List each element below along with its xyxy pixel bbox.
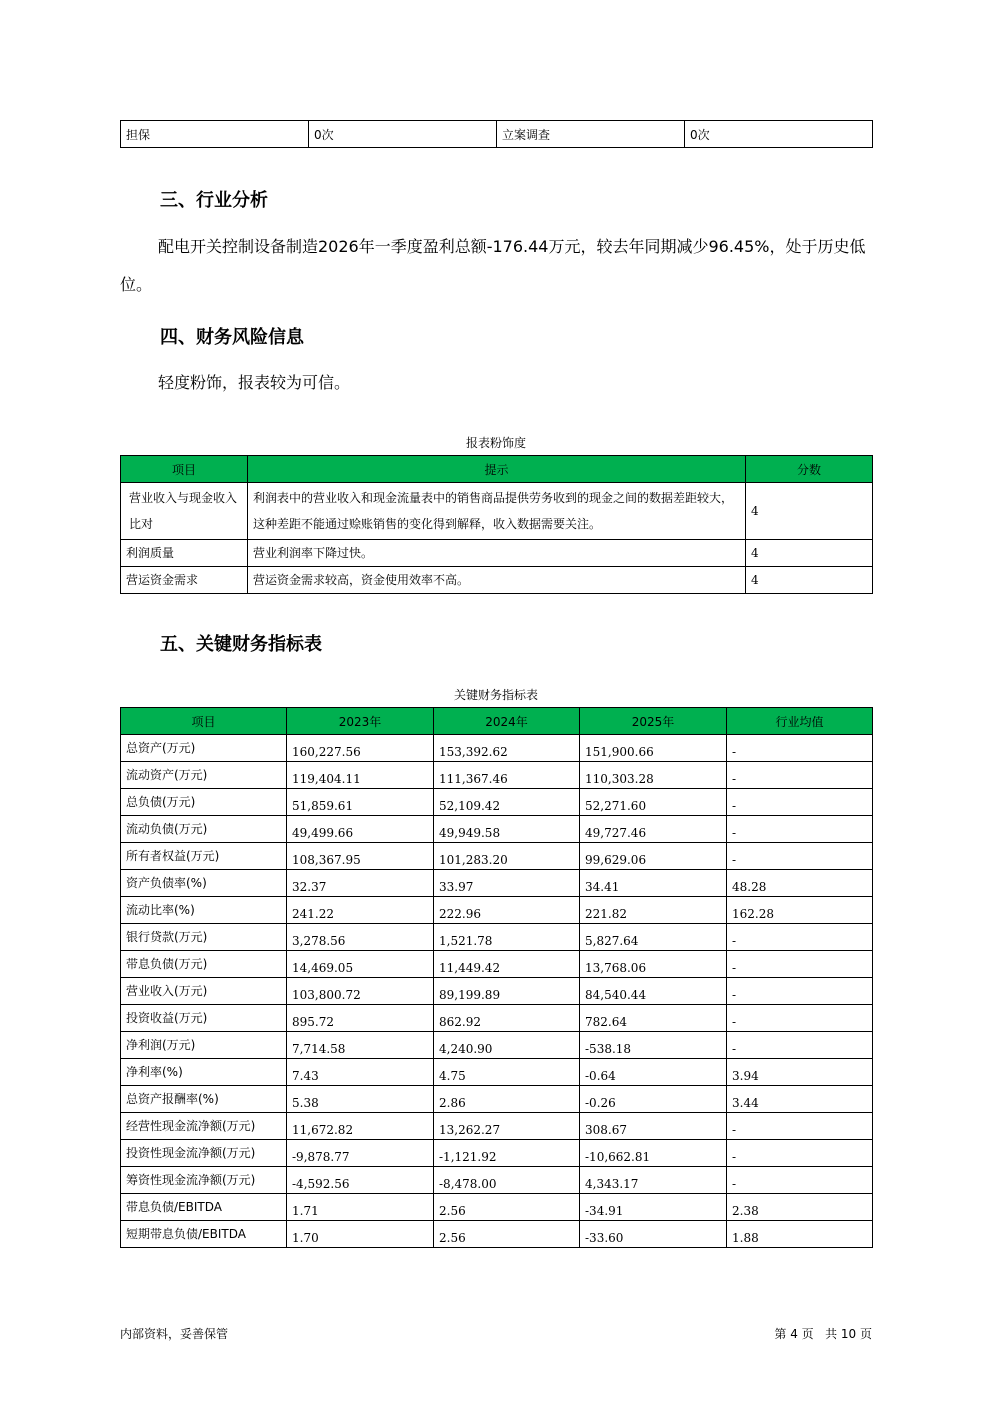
kpi-value: 1.70 xyxy=(287,1221,434,1248)
kpi-value: -4,592.56 xyxy=(287,1167,434,1194)
kpi-value: 2.38 xyxy=(727,1194,873,1221)
kpi-value: 101,283.20 xyxy=(434,843,580,870)
kpi-value: 221.82 xyxy=(580,897,727,924)
kpi-value: - xyxy=(727,1113,873,1140)
kpi-label: 资产负债率(%) xyxy=(121,870,287,897)
kpi-value: - xyxy=(727,735,873,762)
kpi-value: 84,540.44 xyxy=(580,978,727,1005)
kpi-value: - xyxy=(727,951,873,978)
kpi-value: 162.28 xyxy=(727,897,873,924)
kpi-value: 5.38 xyxy=(287,1086,434,1113)
kpi-label: 筹资性现金流净额(万元) xyxy=(121,1167,287,1194)
table-row xyxy=(121,121,873,148)
table-row xyxy=(121,1140,873,1167)
kpi-value: 14,469.05 xyxy=(287,951,434,978)
kpi-value: 111,367.46 xyxy=(434,762,580,789)
kpi-value: 33.97 xyxy=(434,870,580,897)
kpi-value: 2.86 xyxy=(434,1086,580,1113)
kpi-label: 带息负债/EBITDA xyxy=(121,1194,287,1221)
table-row xyxy=(121,843,873,870)
kpi-label: 短期带息负债/EBITDA xyxy=(121,1221,287,1248)
kpi-value: - xyxy=(727,1140,873,1167)
kpi-value: 103,800.72 xyxy=(287,978,434,1005)
kpi-value: 13,262.27 xyxy=(434,1113,580,1140)
kpi-value: 2.56 xyxy=(434,1194,580,1221)
kpi-label: 流动资产(万元) xyxy=(121,762,287,789)
kpi-label: 总负债(万元) xyxy=(121,789,287,816)
kpi-value: - xyxy=(727,762,873,789)
kpi-value: 52,271.60 xyxy=(580,789,727,816)
column-header: 2023年 xyxy=(287,708,434,735)
kpi-value: 51,859.61 xyxy=(287,789,434,816)
kpi-value: -8,478.00 xyxy=(434,1167,580,1194)
table-cell: 立案调查 xyxy=(497,121,685,148)
table-row xyxy=(121,762,873,789)
kpi-value: 108,367.95 xyxy=(287,843,434,870)
footer-confidential: 内部资料，妥善保管 xyxy=(120,1327,229,1341)
kpi-value: 241.22 xyxy=(287,897,434,924)
kpi-value: 48.28 xyxy=(727,870,873,897)
table-row xyxy=(121,789,873,816)
kpi-value: 4.75 xyxy=(434,1059,580,1086)
kpi-value: - xyxy=(727,816,873,843)
risk-item: 利润质量 xyxy=(121,540,248,567)
table-header-row xyxy=(121,456,873,483)
kpi-label: 营业收入(万元) xyxy=(121,978,287,1005)
kpi-label: 总资产(万元) xyxy=(121,735,287,762)
kpi-value: 782.64 xyxy=(580,1005,727,1032)
table-row xyxy=(121,540,873,567)
table-row xyxy=(121,951,873,978)
kpi-value: 1.88 xyxy=(727,1221,873,1248)
section-heading-industry: 三、行业分析 xyxy=(160,190,268,211)
kpi-value: 1,521.78 xyxy=(434,924,580,951)
table-cell: 0次 xyxy=(309,121,497,148)
kpi-value: 4,343.17 xyxy=(580,1167,727,1194)
column-header: 2024年 xyxy=(434,708,580,735)
kpi-value: -0.26 xyxy=(580,1086,727,1113)
kpi-value: 13,768.06 xyxy=(580,951,727,978)
kpi-label: 净利润(万元) xyxy=(121,1032,287,1059)
table-cell: 担保 xyxy=(121,121,309,148)
kpi-value: 11,449.42 xyxy=(434,951,580,978)
table-row xyxy=(121,1005,873,1032)
kpi-value: 49,727.46 xyxy=(580,816,727,843)
risk-paragraph: 轻度粉饰，报表较为可信。 xyxy=(158,373,351,392)
risk-hint: 营运资金需求较高，资金使用效率不高。 xyxy=(248,567,746,594)
kpi-label: 所有者权益(万元) xyxy=(121,843,287,870)
kpi-value: 1.71 xyxy=(287,1194,434,1221)
kpi-value: 119,404.11 xyxy=(287,762,434,789)
table-row xyxy=(121,870,873,897)
table-row xyxy=(121,1221,873,1248)
table-row xyxy=(121,1032,873,1059)
kpi-value: 89,199.89 xyxy=(434,978,580,1005)
kpi-value: - xyxy=(727,924,873,951)
kpi-value: 3.94 xyxy=(727,1059,873,1086)
section-heading-kpi: 五、关键财务指标表 xyxy=(160,634,322,655)
kpi-value: 222.96 xyxy=(434,897,580,924)
kpi-value: - xyxy=(727,1167,873,1194)
table-row xyxy=(121,1113,873,1140)
kpi-value: - xyxy=(727,1005,873,1032)
kpi-value: -34.91 xyxy=(580,1194,727,1221)
kpi-value: 110,303.28 xyxy=(580,762,727,789)
kpi-value: 4,240.90 xyxy=(434,1032,580,1059)
table-row xyxy=(121,924,873,951)
table-row xyxy=(121,735,873,762)
risk-item: 营运资金需求 xyxy=(121,567,248,594)
table-row xyxy=(121,567,873,594)
kpi-value: 7.43 xyxy=(287,1059,434,1086)
kpi-value: - xyxy=(727,1032,873,1059)
kpi-value: 7,714.58 xyxy=(287,1032,434,1059)
kpi-value: 34.41 xyxy=(580,870,727,897)
kpi-value: 5,827.64 xyxy=(580,924,727,951)
table-row xyxy=(121,816,873,843)
kpi-value: 308.67 xyxy=(580,1113,727,1140)
table-row xyxy=(121,1059,873,1086)
column-header: 项目 xyxy=(121,708,287,735)
kpi-value: 49,499.66 xyxy=(287,816,434,843)
kpi-value: 32.37 xyxy=(287,870,434,897)
table-cell: 0次 xyxy=(685,121,873,148)
kpi-value: 49,949.58 xyxy=(434,816,580,843)
table-row xyxy=(121,1086,873,1113)
kpi-label: 流动负债(万元) xyxy=(121,816,287,843)
table-row xyxy=(121,1167,873,1194)
table-row xyxy=(121,1194,873,1221)
kpi-value: 2.56 xyxy=(434,1221,580,1248)
kpi-value: -10,662.81 xyxy=(580,1140,727,1167)
kpi-value: 862.92 xyxy=(434,1005,580,1032)
column-header: 项目 xyxy=(121,456,248,483)
kpi-value: 895.72 xyxy=(287,1005,434,1032)
kpi-value: - xyxy=(727,843,873,870)
kpi-value: - xyxy=(727,789,873,816)
kpi-label: 流动比率(%) xyxy=(121,897,287,924)
column-header: 2025年 xyxy=(580,708,727,735)
kpi-value: -0.64 xyxy=(580,1059,727,1086)
risk-table-caption: 报表粉饰度 xyxy=(465,436,526,450)
kpi-table-caption: 关键财务指标表 xyxy=(453,688,538,702)
kpi-label: 银行贷款(万元) xyxy=(121,924,287,951)
kpi-value: -538.18 xyxy=(580,1032,727,1059)
table-header-row xyxy=(121,708,873,735)
kpi-label: 投资性现金流净额(万元) xyxy=(121,1140,287,1167)
kpi-value: - xyxy=(727,978,873,1005)
kpi-value: 3.44 xyxy=(727,1086,873,1113)
kpi-label: 经营性现金流净额(万元) xyxy=(121,1113,287,1140)
kpi-value: 153,392.62 xyxy=(434,735,580,762)
kpi-label: 投资收益(万元) xyxy=(121,1005,287,1032)
kpi-value: 3,278.56 xyxy=(287,924,434,951)
risk-score: 4 xyxy=(746,540,873,567)
risk-hint: 利润表中的营业收入和现金流量表中的销售商品提供劳务收到的现金之间的数据差距较大，这种差距不能通过赊账销售的变化得到解释，收入数据需要关注。 xyxy=(248,483,746,540)
kpi-label: 总资产报酬率(%) xyxy=(121,1086,287,1113)
table-row xyxy=(121,978,873,1005)
column-header: 分数 xyxy=(746,456,873,483)
kpi-value: -1,121.92 xyxy=(434,1140,580,1167)
column-header: 提示 xyxy=(248,456,746,483)
kpi-label: 净利率(%) xyxy=(121,1059,287,1086)
risk-item: 营业收入与现金收入比对 xyxy=(121,483,248,540)
kpi-table-body xyxy=(121,735,873,1248)
section-heading-risk: 四、财务风险信息 xyxy=(160,327,304,348)
kpi-value: 160,227.56 xyxy=(287,735,434,762)
risk-hint: 营业利润率下降过快。 xyxy=(248,540,746,567)
risk-score: 4 xyxy=(746,483,873,540)
kpi-value: -9,878.77 xyxy=(287,1140,434,1167)
kpi-value: 11,672.82 xyxy=(287,1113,434,1140)
top-summary-table xyxy=(120,120,873,148)
footer-page-number: 第 4 页 共 10 页 xyxy=(774,1327,872,1341)
kpi-table xyxy=(120,707,873,1248)
kpi-value: 99,629.06 xyxy=(580,843,727,870)
kpi-value: -33.60 xyxy=(580,1221,727,1248)
risk-score: 4 xyxy=(746,567,873,594)
industry-paragraph: 配电开关控制设备制造2026年一季度盈利总额-176.44万元，较去年同期减少96.45%，处于历史低位。 xyxy=(120,237,866,294)
risk-table xyxy=(120,455,873,594)
table-row xyxy=(121,897,873,924)
kpi-label: 带息负债(万元) xyxy=(121,951,287,978)
table-row xyxy=(121,483,873,540)
column-header: 行业均值 xyxy=(727,708,873,735)
kpi-value: 52,109.42 xyxy=(434,789,580,816)
kpi-value: 151,900.66 xyxy=(580,735,727,762)
